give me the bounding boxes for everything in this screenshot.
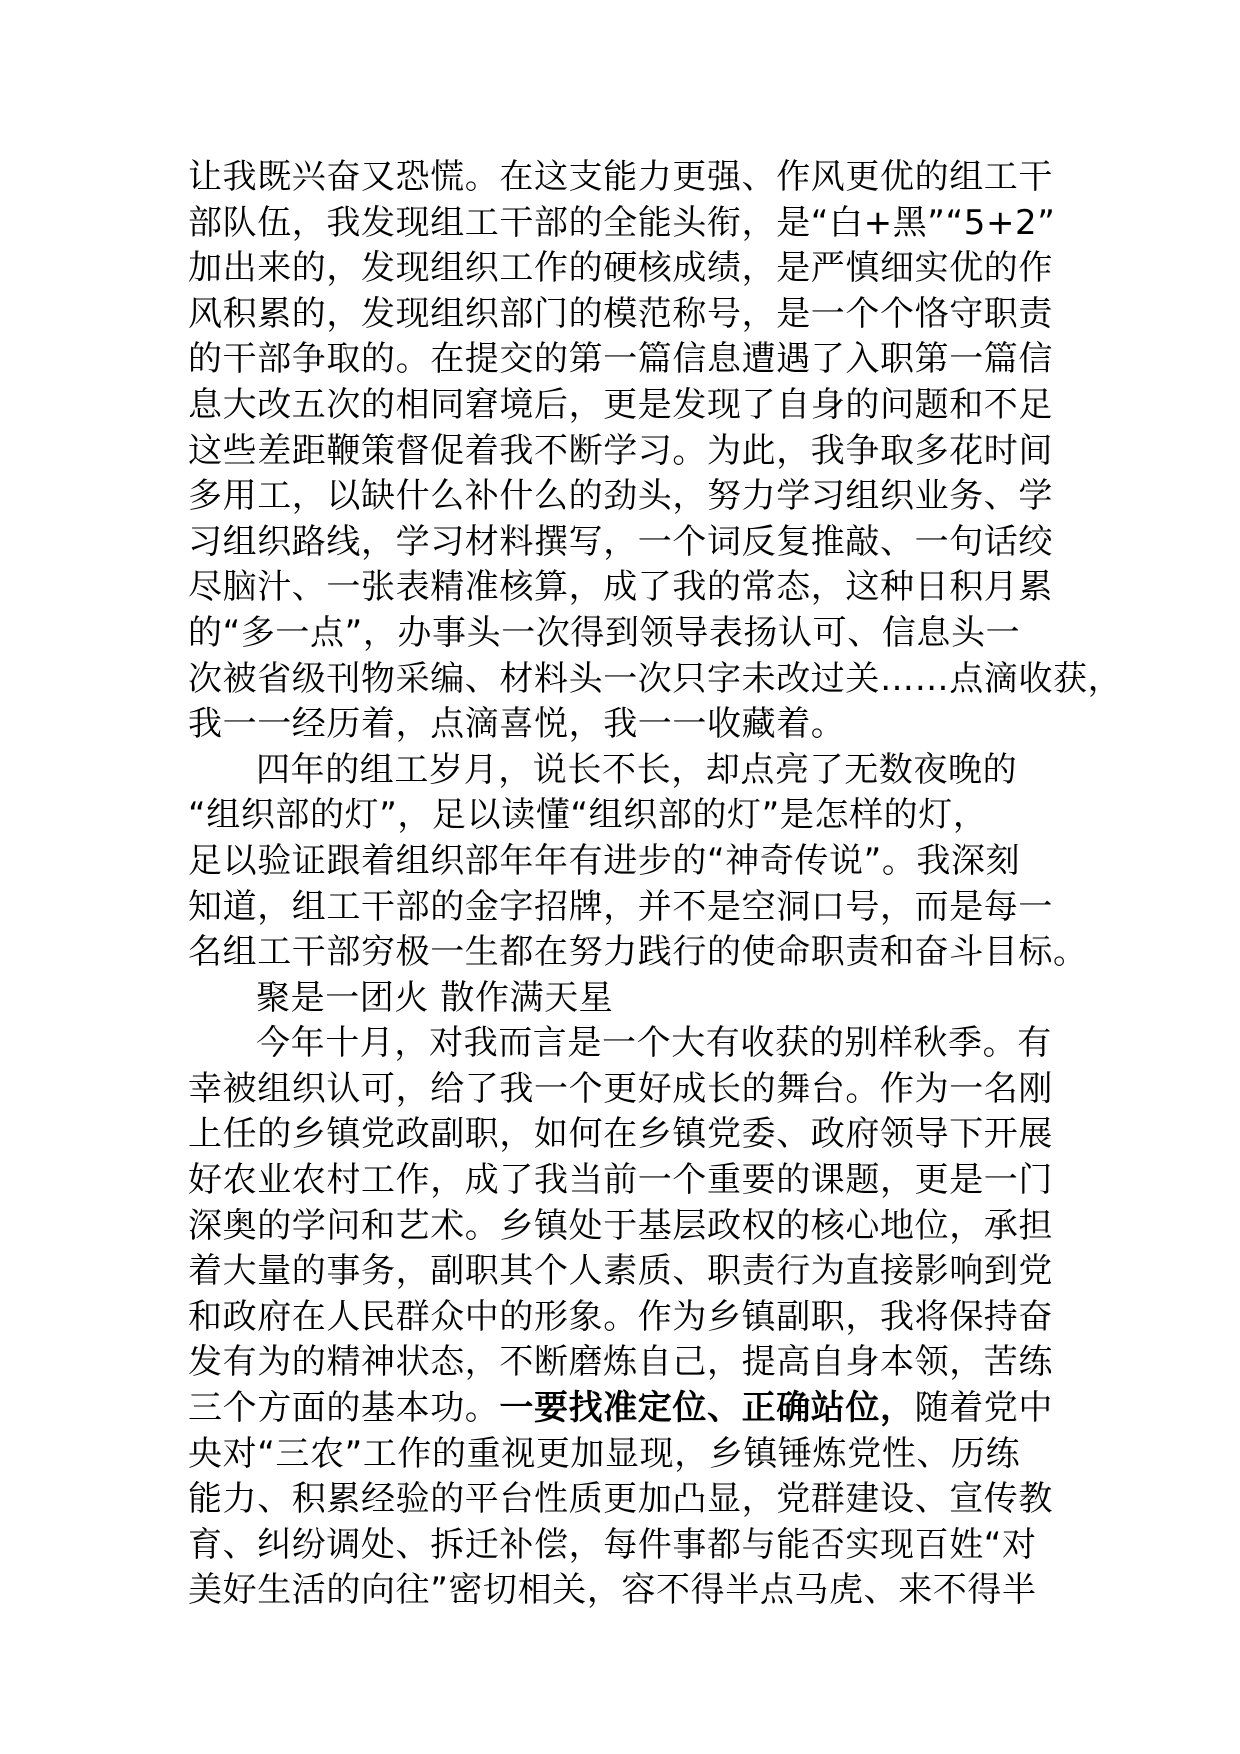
text-line: 名组工干部穷极一生都在努力践行的使命职责和奋斗目标。 bbox=[188, 932, 1088, 973]
text-line: 次被省级刊物采编、材料头一次只字未改过关……点滴收获， bbox=[188, 658, 1123, 699]
text-line: 和政府在人民群众中的形象。作为乡镇副职，我将保持奋 bbox=[188, 1296, 1053, 1337]
text-line: 息大改五次的相同窘境后，更是发现了自身的问题和不足 bbox=[188, 384, 1053, 425]
text-line: 今年十月，对我而言是一个大有收获的别样秋季。有 bbox=[256, 1023, 1052, 1064]
text-line: 好农业农村工作，成了我当前一个重要的课题，更是一门 bbox=[188, 1160, 1053, 1201]
text-line: 这些差距鞭策督促着我不断学习。为此，我争取多花时间 bbox=[188, 430, 1053, 471]
text-segment: 三个方面的基本功。 bbox=[188, 1388, 500, 1429]
text-line: 育、纠纷调处、拆迁补偿，每件事都与能否实现百姓“对 bbox=[188, 1524, 1037, 1565]
text-line: 深奥的学问和艺术。乡镇处于基层政权的核心地位，承担 bbox=[188, 1205, 1053, 1246]
text-segment: 随着党中 bbox=[914, 1388, 1054, 1429]
text-line: 发有为的精神状态，不断磨炼自己，提高自身本领，苦练 bbox=[188, 1342, 1053, 1383]
bold-emphasis: 一要找准定位、正确站位， bbox=[499, 1388, 915, 1429]
text-line: 四年的组工岁月，说长不长，却点亮了无数夜晚的 bbox=[256, 749, 1018, 790]
text-line: 我一一经历着，点滴喜悦，我一一收藏着。 bbox=[188, 704, 846, 745]
text-line-with-bold bbox=[188, 1386, 1068, 1432]
text-line: 尽脑汁、一张表精准核算，成了我的常态，这种日积月累 bbox=[188, 567, 1053, 608]
text-line: 风积累的，发现组织部门的模范称号，是一个个恪守职责 bbox=[188, 293, 1053, 334]
text-line: 着大量的事务，副职其个人素质、职责行为直接影响到党 bbox=[188, 1251, 1053, 1292]
text-line: 上任的乡镇党政副职，如何在乡镇党委、政府领导下开展 bbox=[188, 1114, 1053, 1155]
section-heading: 聚是一团火 散作满天星 bbox=[256, 977, 614, 1018]
text-line: 足以验证跟着组织部年年有进步的“神奇传说”。我深刻 bbox=[188, 840, 1021, 881]
text-line: 多用工，以缺什么补什么的劲头，努力学习组织业务、学 bbox=[188, 476, 1053, 517]
text-line: 美好生活的向往”密切相关，容不得半点马虎、来不得半 bbox=[188, 1570, 1037, 1611]
text-line: 习组织路线，学习材料撰写，一个词反复推敲、一句话绞 bbox=[188, 521, 1053, 562]
document-body bbox=[188, 155, 1123, 1614]
text-line: “组织部的灯”，足以读懂“组织部的灯”是怎样的灯， bbox=[188, 795, 988, 836]
text-line: 部队伍，我发现组工干部的全能头衔，是“白+黑”“5+2” bbox=[188, 202, 1056, 243]
text-line: 让我既兴奋又恐慌。在这支能力更强、作风更优的组工干 bbox=[188, 157, 1053, 197]
text-line: 的干部争取的。在提交的第一篇信息遭遇了入职第一篇信 bbox=[188, 339, 1053, 380]
text-line: 知道，组工干部的金字招牌，并不是空洞口号，而是每一 bbox=[188, 886, 1053, 927]
text-line: 幸被组织认可，给了我一个更好成长的舞台。作为一名刚 bbox=[188, 1068, 1053, 1109]
text-line: 的“多一点”，办事头一次得到领导表扬认可、信息头一 bbox=[188, 612, 1021, 653]
text-line: 能力、积累经验的平台性质更加凸显，党群建设、宣传教 bbox=[188, 1479, 1053, 1520]
text-line: 加出来的，发现组织工作的硬核成绩，是严慎细实优的作 bbox=[188, 248, 1053, 289]
text-line: 央对“三农”工作的重视更加显现，乡镇锤炼党性、历练 bbox=[188, 1433, 1021, 1474]
